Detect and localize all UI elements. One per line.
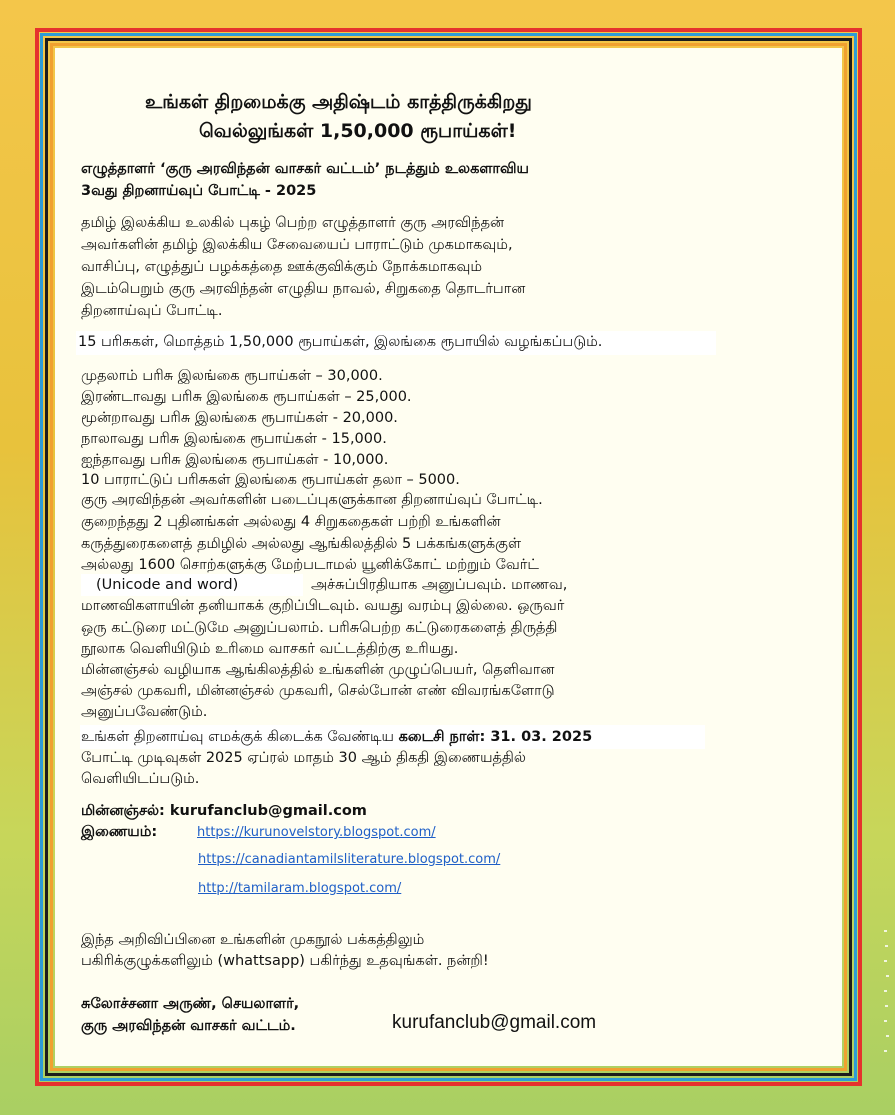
rules-line: ஒரு கட்டுரை மட்டுமே அனுப்பலாம். பரிசுபெற்ற கட்டுரைகளைத் திருத்தி [81,620,558,636]
share-line: பகிரிக்குழுக்களிலும் (whattsapp) பகிர்ந்து உதவுங்கள். நன்றி! [81,953,489,969]
rules-line: மாணவிகளாயின் தனியாகக் குறிப்பிடவும். வயது வரம்பு இல்லை. ஒருவர் [81,598,565,614]
headline-line1: உங்கள் திறமைக்கு அதிஷ்டம் காத்திருக்கிறது [145,91,532,113]
rules-line: நூலாக வெளியிடும் உரிமை வாசகர் வட்டத்திற்கு உரியது. [81,641,459,657]
contest-title-line2: 3வது திறனாய்வுப் போட்டி - 2025 [81,183,317,199]
intro-line: இடம்பெறும் குரு அரவிந்தன் எழுதிய நாவல், சிறுகதை தொடர்பான [81,281,526,297]
deadline-line1 [81,729,592,747]
rules-line: அஞ்சல் முகவரி, மின்னஞ்சல் முகவரி, செல்போன் எண் விவரங்களோடு [81,683,555,699]
contest-title-line1: எழுத்தாளர் ‘குரு அரவிந்தன் வாசகர் வட்டம்’ நடத்தும் உலகளாவிய [81,161,529,177]
deadline-line2: போட்டி முடிவுகள் 2025 ஏப்ரல் மாதம் 30 ஆம் திகதி இணையத்தில் [81,750,526,766]
prize-item: ஐந்தாவது பரிசு இலங்கை ரூபாய்கள் - 10,000. [81,452,389,468]
prize-item: 10 பாராட்டுப் பரிசுகள் இலங்கை ரூபாய்கள் தலா – 5000. [81,472,460,488]
share-line: இந்த அறிவிப்பினை உங்களின் முகநூல் பக்கத்திலும் [81,932,425,948]
deadline-line3: வெளியிடப்படும். [81,771,200,787]
rules-line: குரு அரவிந்தன் அவர்களின் படைப்புகளுக்கான திறனாய்வுப் போட்டி. [81,492,543,508]
intro-line: அவர்களின் தமிழ் இலக்கிய சேவையைப் பாராட்டும் முகமாகவும், [81,237,513,253]
prize-summary: 15 பரிசுகள், மொத்தம் 1,50,000 ரூபாய்கள், இலங்கை ரூபாயில் வழங்கப்படும். [78,334,603,350]
prize-item: நாலாவது பரிசு இலங்கை ரூபாய்கள் - 15,000. [81,431,387,447]
prize-item: இரண்டாவது பரிசு இலங்கை ரூபாய்கள் – 25,000. [81,389,412,405]
rules-line: குறைந்தது 2 புதினங்கள் அல்லது 4 சிறுகதைகள் பற்றி உங்களின் [81,514,501,530]
link-canadiantamilsliterature[interactable]: https://canadiantamilsliterature.blogspot.com/ [198,852,501,867]
headline-line2: வெல்லுங்கள் 1,50,000 ரூபாய்கள்! [199,120,517,142]
contact-email: மின்னஞ்சல்: kurufanclub@gmail.com [81,803,367,819]
contact-web-label: இணையம்: [81,824,158,840]
intro-line: தமிழ் இலக்கிய உலகில் புகழ் பெற்ற எழுத்தாளர் குரு அரவிந்தன் [81,215,505,231]
rules-line: கருத்துரைகளைத் தமிழில் அல்லது ஆங்கிலத்தில் 5 பக்கங்களுக்குள் [81,536,522,552]
signature-name: சுலோச்சனா அருண், செயலாளர், [81,996,300,1012]
deadline-date: கடைசி நாள்: 31. 03. 2025 [398,729,593,745]
rules-line: அச்சுப்பிரதியாக அனுப்பவும். மாணவ, [311,577,568,593]
intro-line: வாசிப்பு, எழுத்துப் பழக்கத்தை ஊக்குவிக்கும் நோக்கமாகவும் [81,259,483,275]
signature-email: kurufanclub@gmail.com [392,1012,597,1033]
rules-line: அனுப்பவேண்டும். [81,704,208,720]
intro-line: திறனாய்வுப் போட்டி. [81,303,223,319]
link-tamilaram[interactable]: http://tamilaram.blogspot.com/ [198,881,402,896]
deadline-prefix: உங்கள் திறனாய்வு எமக்குக் கிடைக்க வேண்டிய [81,729,399,745]
rules-line: அல்லது 1600 சொற்களுக்கு மேற்படாமல் யூனிக்கோட் மற்றும் வேர்ட் [81,557,539,573]
rules-line: மின்னஞ்சல் வழியாக ஆங்கிலத்தில் உங்களின் முழுப்பெயர், தெளிவான [81,662,555,678]
prize-item: முதலாம் பரிசு இலங்கை ரூபாய்கள் – 30,000. [81,368,383,384]
signature-org: குரு அரவிந்தன் வாசகர் வட்டம். [81,1018,296,1034]
rules-unicode-note: (Unicode and word) [96,577,239,593]
prize-item: மூன்றாவது பரிசு இலங்கை ரூபாய்கள் - 20,000. [81,410,398,426]
link-kurunovelstory[interactable]: https://kurunovelstory.blogspot.com/ [197,825,436,840]
